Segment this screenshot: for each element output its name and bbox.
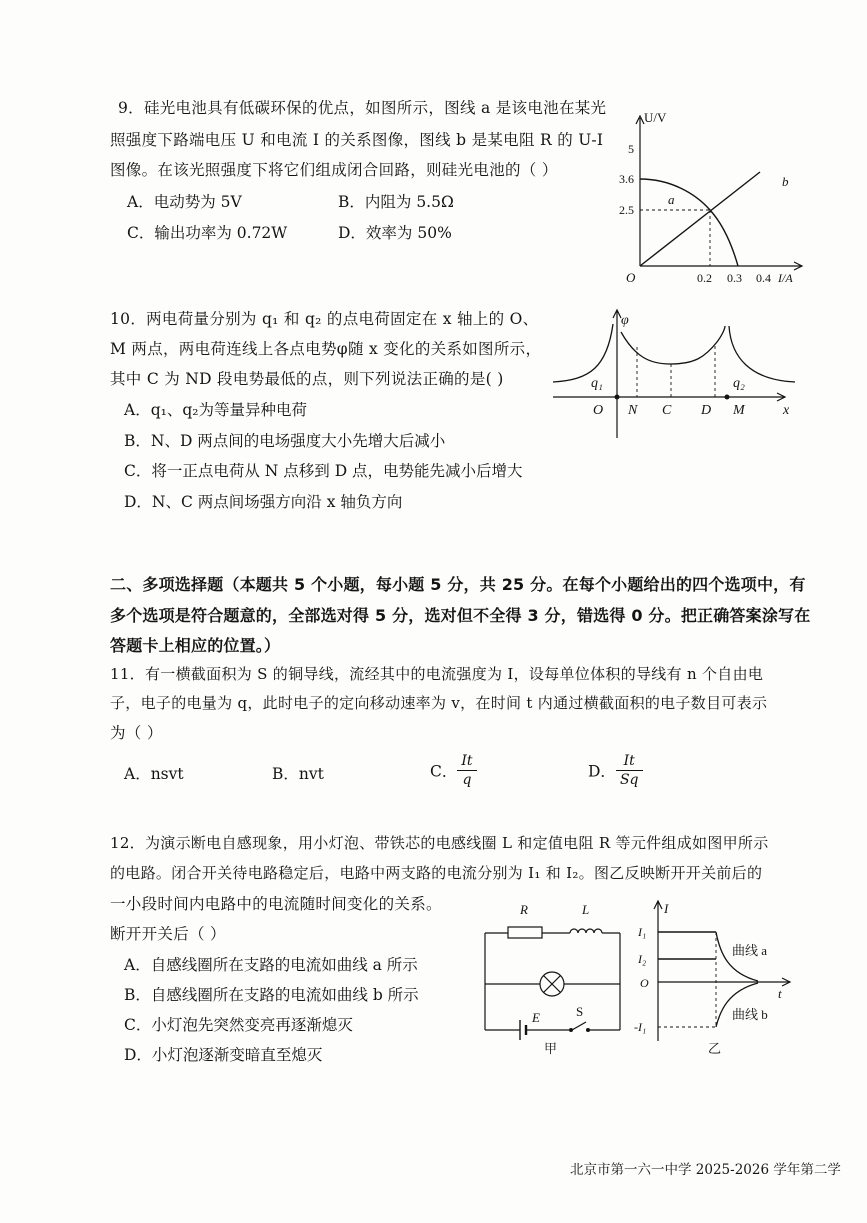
q9-y-label: U/V bbox=[644, 110, 667, 125]
section2-line3: 答题卡上相应的位置。） bbox=[110, 636, 281, 655]
circuit-label-s: S bbox=[576, 1004, 584, 1019]
q10-x-label: x bbox=[783, 403, 790, 418]
graph-t-label: t bbox=[778, 986, 782, 1001]
q11-d-denominator: Sq bbox=[616, 770, 643, 789]
switch-blade bbox=[572, 1022, 586, 1030]
q9-x-label: I/A bbox=[778, 271, 793, 285]
q10-charge-1-dot bbox=[615, 395, 620, 400]
q12-line4: 断开开关后（ ） bbox=[110, 925, 226, 943]
q11-line2: 子，电子的电量为 q，此时电子的定向移动速率为 v，在时间 t 内通过横截面积的电子数目可表示 bbox=[110, 694, 768, 712]
q10-potential-graph bbox=[545, 302, 800, 442]
q9-tick-3.6: 3.6 bbox=[619, 172, 634, 186]
switch-contact-1 bbox=[569, 1028, 573, 1032]
graph-tick-i1: I₁ bbox=[638, 925, 647, 939]
q9-option-b[interactable]: B．内阻为 5.5Ω bbox=[338, 193, 454, 211]
q10-curve-left bbox=[553, 324, 613, 382]
circuit-label-r: R bbox=[520, 902, 528, 917]
graph-curve-a-label: 曲线 a bbox=[732, 943, 768, 958]
q12-line3: 一小段时间内电路中的电流随时间变化的关系。 bbox=[110, 895, 442, 913]
q11-option-b[interactable]: B．nvt bbox=[272, 765, 324, 783]
switch-contact-2 bbox=[586, 1028, 590, 1032]
q11-option-d[interactable] bbox=[588, 752, 643, 789]
q10-line3: 其中 C 为 ND 段电势最低的点，则下列说法正确的是( ) bbox=[110, 370, 504, 388]
q9-tick-0.4: 0.4 bbox=[756, 271, 771, 285]
q12-option-c[interactable]: C．小灯泡先突然变亮再逐渐熄灭 bbox=[124, 1016, 353, 1034]
graph-tick-o: O bbox=[640, 976, 649, 990]
q11-option-c[interactable] bbox=[430, 752, 477, 789]
q10-line2: M 两点，两电荷连线上各点电势φ随 x 变化的关系如图所示， bbox=[110, 340, 542, 358]
graph-curve-b-label: 曲线 b bbox=[732, 1007, 768, 1022]
q9-label-a: a bbox=[668, 192, 675, 207]
q11-option-d-fraction bbox=[616, 752, 643, 789]
q10-option-b[interactable]: B．N、D 两点间的电场强度大小先增大后减小 bbox=[124, 432, 446, 450]
q12-line1: 12．为演示断电自感现象，用小灯泡、带铁芯的电感线圈 L 和定值电阻 R 等元件组成如图甲所示 bbox=[110, 834, 769, 852]
page-footer: 北京市第一六一中学 2025-2026 学年第二学 bbox=[570, 1162, 841, 1178]
q9-tick-0.2: 0.2 bbox=[697, 271, 712, 285]
q11-option-c-fraction bbox=[457, 752, 476, 789]
q10-curve-right bbox=[729, 326, 795, 382]
q10-point-c: C bbox=[662, 403, 672, 418]
graph-tick-i2: I₂ bbox=[638, 952, 647, 966]
q9-line2: 照强度下路端电压 U 和电流 I 的关系图像，图线 b 是某电阻 R 的 U-I bbox=[110, 131, 604, 149]
q10-charge-2-dot bbox=[725, 395, 730, 400]
q10-option-c[interactable]: C．将一正点电荷从 N 点移到 D 点，电势能先减小后增大 bbox=[124, 462, 523, 480]
circuit-label-l: L bbox=[582, 902, 590, 917]
q12-circuit-diagram bbox=[480, 898, 630, 1058]
q11-c-denominator: q bbox=[457, 770, 476, 789]
graph-tick-neg-i1: -I₁ bbox=[634, 1020, 647, 1034]
circuit-label-e: E bbox=[532, 1010, 540, 1025]
q9-option-a[interactable]: A．电动势为 5V bbox=[127, 193, 242, 211]
q10-point-o: O bbox=[593, 403, 604, 418]
q10-point-n: N bbox=[628, 403, 638, 418]
q12-line2: 的电路。闭合开关待电路稳定后，电路中两支路的电流分别为 I₁ 和 I₂。图乙反映断开开关前后的 bbox=[110, 864, 763, 882]
q9-label-b: b bbox=[782, 174, 789, 189]
q10-point-d: D bbox=[701, 403, 712, 418]
q9-tick-2.5: 2.5 bbox=[619, 203, 634, 217]
q12-option-b[interactable]: B．自感线圈所在支路的电流如曲线 b 所示 bbox=[124, 986, 419, 1004]
q9-ui-graph bbox=[610, 108, 810, 290]
q11-option-a[interactable]: A．nsvt bbox=[124, 765, 184, 783]
q9-tick-5: 5 bbox=[628, 142, 634, 156]
section2-line2: 多个选项是符合题意的，全部选对得 5 分，选对但不全得 3 分，错选得 0 分。把正确答案涂写在 bbox=[110, 606, 811, 625]
q10-option-d[interactable]: D．N、C 两点间场强方向沿 x 轴负方向 bbox=[124, 493, 403, 511]
q10-option-a[interactable]: A．q₁、q₂为等量异种电荷 bbox=[124, 401, 307, 419]
q10-curve-middle bbox=[621, 326, 725, 364]
q9-curve-a bbox=[640, 179, 738, 266]
q11-d-numerator: It bbox=[623, 753, 635, 769]
graph-caption: 乙 bbox=[708, 1041, 722, 1056]
q10-y-label: φ bbox=[621, 313, 629, 328]
q9-tick-0.3: 0.3 bbox=[727, 271, 742, 285]
q9-option-c[interactable]: C．输出功率为 0.72W bbox=[127, 224, 288, 242]
q12-option-d[interactable]: D．小灯泡逐渐变暗直至熄灭 bbox=[124, 1046, 323, 1064]
q11-c-numerator: It bbox=[461, 753, 473, 769]
q11-option-d-label: D． bbox=[588, 762, 616, 781]
q10-q1: q₁ bbox=[591, 376, 603, 391]
circuit-caption: 甲 bbox=[544, 1041, 558, 1056]
q10-point-m: M bbox=[733, 403, 745, 418]
q9-line3: 图像。在该光照强度下将它们组成闭合回路，则硅光电池的（ ） bbox=[110, 161, 558, 179]
q11-line1: 11．有一横截面积为 S 的铜导线，流经其中的电流强度为 I，设每单位体积的导线有 n 个自由电 bbox=[110, 665, 764, 683]
q9-line1: 9．硅光电池具有低碳环保的优点，如图所示，图线 a 是该电池在某光 bbox=[118, 99, 607, 117]
q11-line3: 为（ ） bbox=[110, 724, 163, 742]
inductor-coil bbox=[570, 929, 602, 933]
q9-option-d[interactable]: D．效率为 50% bbox=[338, 224, 452, 242]
q12-option-a[interactable]: A．自感线圈所在支路的电流如曲线 a 所示 bbox=[124, 956, 418, 974]
q12-current-graph bbox=[628, 893, 798, 1058]
q10-line1: 10．两电荷量分别为 q₁ 和 q₂ 的点电荷固定在 x 轴上的 O、 bbox=[110, 310, 539, 328]
section2-line1: 二、多项选择题（本题共 5 个小题，每小题 5 分，共 25 分。在每个小题给出的四个选项中，有 bbox=[110, 575, 806, 594]
resistor bbox=[508, 927, 542, 938]
q9-line-b bbox=[640, 172, 760, 266]
q10-q2: q₂ bbox=[733, 376, 745, 391]
q11-option-c-label: C． bbox=[430, 762, 458, 781]
graph-i-label: I bbox=[664, 901, 669, 916]
q9-origin: O bbox=[626, 270, 636, 285]
